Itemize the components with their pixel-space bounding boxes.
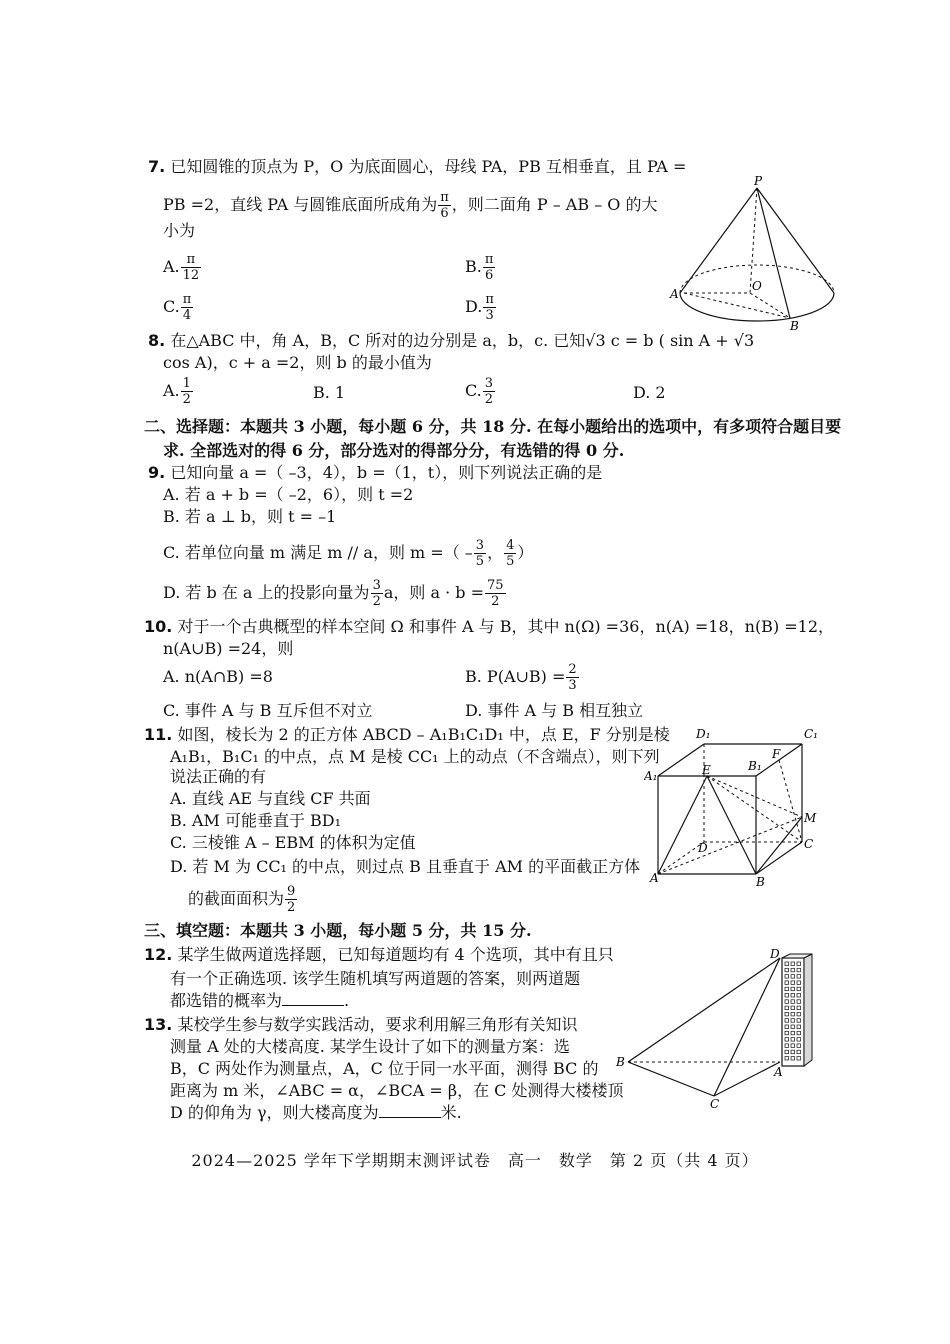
label-d1: D₁ bbox=[696, 727, 711, 741]
q12-number: 12. bbox=[144, 945, 173, 964]
q10-line2: n(A∪B) =24，则 bbox=[163, 639, 294, 658]
q13-line1 bbox=[144, 1014, 577, 1036]
line-ca bbox=[714, 1062, 780, 1096]
option-frac bbox=[181, 292, 194, 323]
label-p: P bbox=[754, 174, 763, 188]
q12-line1 bbox=[144, 944, 614, 966]
label-c1: C₁ bbox=[804, 727, 818, 741]
q8-line2: cos A)，c + a =2，则 b 的最小值为 bbox=[163, 353, 432, 372]
option-letter: C. bbox=[163, 297, 180, 316]
q8-option-d: D. 2 bbox=[633, 383, 666, 402]
option-frac bbox=[181, 252, 202, 283]
q7-angle-frac bbox=[438, 190, 451, 221]
edge-bc bbox=[756, 842, 802, 874]
line-bd bbox=[628, 958, 780, 1062]
frac-den: 5 bbox=[506, 554, 515, 569]
label-d: D bbox=[770, 947, 780, 961]
q11-line3: 说法正确的有 bbox=[170, 767, 267, 786]
frac-num: π bbox=[440, 190, 449, 205]
q8-number: 8. bbox=[148, 331, 166, 350]
q7-option-b bbox=[465, 252, 496, 283]
q12-line2: 有一个正确选项. 该学生随机填写两道题的答案，则两道题 bbox=[170, 969, 581, 988]
line-ae bbox=[658, 776, 707, 874]
section2-heading-line2: 求. 全部选对的得 6 分，部分选对的得部分分，有选错的得 0 分. bbox=[163, 441, 625, 460]
q12-answer-blank[interactable] bbox=[282, 991, 344, 1006]
frac-num: 2 bbox=[568, 662, 577, 677]
frac-den: 12 bbox=[182, 268, 200, 283]
label-a: A bbox=[670, 287, 679, 301]
option-frac bbox=[483, 292, 496, 323]
q13-line5 bbox=[170, 1102, 462, 1124]
q7-text2a: PB =2，直线 PA 与圆锥底面所成角为 bbox=[163, 195, 438, 214]
frac-den: 4 bbox=[182, 308, 192, 323]
label-b: B bbox=[790, 319, 799, 333]
line-eb bbox=[707, 776, 756, 874]
line-cd bbox=[714, 958, 780, 1096]
q7-number: 7. bbox=[148, 157, 166, 176]
label-b: B bbox=[756, 875, 765, 889]
q12-text3: 都选错的概率为 bbox=[170, 991, 283, 1010]
q11-number: 11. bbox=[144, 725, 173, 744]
frac bbox=[371, 578, 383, 609]
q10-number: 10. bbox=[144, 617, 173, 636]
line-em bbox=[707, 776, 802, 817]
frac bbox=[474, 538, 486, 569]
q8-option-b: B. 1 bbox=[313, 383, 346, 402]
option-letter: B. bbox=[465, 257, 482, 276]
q7-text1: 已知圆锥的顶点为 P，O 为底面圆心，母线 PA，PB 互相垂直，且 PA = bbox=[170, 157, 687, 176]
option-letter: A. bbox=[163, 257, 180, 276]
q9-stem bbox=[148, 462, 602, 484]
frac-den: 6 bbox=[484, 268, 494, 283]
building-figure bbox=[614, 944, 834, 1110]
q11-option-a: A. 直线 AE 与直线 CF 共面 bbox=[170, 789, 371, 808]
label-a: A bbox=[650, 871, 659, 885]
frac bbox=[504, 538, 516, 569]
q11-line1 bbox=[144, 724, 670, 746]
q9-option-c bbox=[163, 538, 533, 569]
q13-text5: D 的仰角为 γ，则大楼高度为 bbox=[170, 1103, 379, 1122]
q9-d-mid: a，则 a · b = bbox=[383, 583, 485, 602]
q9-c-post: ） bbox=[517, 543, 534, 562]
frac-num: 3 bbox=[475, 538, 485, 553]
frac-den: 2 bbox=[484, 392, 494, 407]
label-b1: B₁ bbox=[748, 759, 762, 773]
q9-d-pre: D. 若 b 在 a 上的投影向量为 bbox=[163, 583, 370, 602]
q13-line4: 距离为 m 米，∠ABC = α，∠BCA = β，在 C 处测得大楼楼顶 bbox=[170, 1081, 624, 1100]
frac-num: π bbox=[181, 252, 202, 268]
q8-option-c bbox=[465, 376, 496, 407]
q13-text5-end: 米. bbox=[440, 1103, 462, 1122]
q7-text2b: ，则二面角 P – AB – O 的大 bbox=[451, 195, 658, 214]
q13-number: 13. bbox=[144, 1015, 173, 1034]
q11-text1: 如图，棱长为 2 的正方体 ABCD – A₁B₁C₁D₁ 中，点 E，F 分别是棱 bbox=[177, 725, 670, 744]
frac-den: 2 bbox=[287, 900, 296, 915]
q13-line2: 测量 A 处的大楼高度. 某学生设计了如下的测量方案：选 bbox=[170, 1037, 570, 1056]
frac-num: π bbox=[182, 292, 192, 307]
q9-number: 9. bbox=[148, 463, 166, 482]
q13-text1: 某校学生参与数学实践活动，要求利用解三角形有关知识 bbox=[177, 1015, 578, 1034]
label-b: B bbox=[616, 1055, 625, 1069]
q10-option-c: C. 事件 A 与 B 互斥但不对立 bbox=[163, 701, 373, 720]
cone-generatrix-left bbox=[680, 188, 757, 293]
frac-den: 2 bbox=[182, 392, 191, 407]
q11-option-d: D. 若 M 为 CC₁ 的中点，则过点 B 且垂直于 AM 的平面截正方体 bbox=[170, 857, 641, 876]
q8-line1 bbox=[148, 330, 754, 352]
option-frac bbox=[181, 376, 193, 407]
frac-num: 4 bbox=[506, 538, 515, 553]
option-letter: C. bbox=[465, 381, 482, 400]
q12-text1: 某学生做两道选择题，已知每道题均有 4 个选项，其中有且只 bbox=[177, 945, 614, 964]
frac-num: π bbox=[485, 292, 494, 307]
label-e: E bbox=[702, 763, 711, 777]
label-m: M bbox=[804, 811, 817, 825]
q10-option-d: D. 事件 A 与 B 相互独立 bbox=[465, 701, 644, 720]
edge-a1d1 bbox=[658, 744, 704, 776]
label-a: A bbox=[774, 1065, 783, 1079]
frac-num: 3 bbox=[484, 376, 494, 391]
option-letter: D. bbox=[465, 297, 483, 316]
line-ec bbox=[707, 776, 802, 842]
line-ab bbox=[684, 293, 790, 318]
frac-den: 6 bbox=[440, 206, 449, 221]
frac-num: 9 bbox=[287, 884, 296, 899]
q10-option-b bbox=[465, 662, 580, 693]
q8-option-a bbox=[163, 376, 194, 407]
line-po bbox=[750, 188, 757, 293]
cone-figure bbox=[668, 172, 838, 337]
q8-text1: 在△ABC 中，角 A，B，C 所对的边分别是 a，b，c. 已知√3 c = b ( sin A + √3 bbox=[170, 331, 755, 350]
line-am bbox=[658, 817, 802, 874]
q7-option-d bbox=[465, 292, 497, 323]
cone-generatrix-right bbox=[757, 188, 834, 293]
frac-den: 3 bbox=[568, 678, 577, 693]
q9-option-a: A. 若 a + b =（ –2，6），则 t =2 bbox=[163, 485, 414, 504]
q10-text1: 对于一个古典概型的样本空间 Ω 和事件 A 与 B，其中 n(Ω) =36，n(A) =18，n(B) =12， bbox=[177, 617, 835, 636]
line-bm bbox=[756, 817, 802, 874]
section2-heading-line1: 二、选择题：本题共 3 小题，每小题 6 分，共 18 分. 在每小题给出的选项中，有多项符合题目要 bbox=[144, 417, 842, 436]
frac-den: 3 bbox=[485, 308, 494, 323]
q7-option-a bbox=[163, 252, 202, 283]
label-a1: A₁ bbox=[644, 769, 658, 783]
q12-text3-end: . bbox=[344, 991, 350, 1010]
q7-option-c bbox=[163, 292, 194, 323]
line-fc bbox=[779, 760, 802, 842]
q13-line3: B，C 两处作为测量点，A，C 位于同一水平面，测得 BC 的 bbox=[170, 1059, 599, 1078]
page-footer: 2024—2025 学年下学期期末测评试卷 高一 数学 第 2 页（共 4 页） bbox=[191, 1151, 759, 1170]
frac-den: 5 bbox=[475, 554, 485, 569]
frac bbox=[566, 662, 578, 693]
q10-option-a: A. n(A∩B) =8 bbox=[163, 667, 273, 686]
section3-heading: 三、填空题：本题共 3 小题，每小题 5 分，共 15 分. bbox=[144, 921, 532, 940]
frac-num: 75 bbox=[487, 578, 504, 593]
cube-figure bbox=[644, 724, 824, 892]
q13-answer-blank[interactable] bbox=[379, 1103, 441, 1118]
q11-option-d-line2 bbox=[188, 884, 298, 915]
q7-line3: 小为 bbox=[163, 221, 196, 240]
label-f: F bbox=[772, 747, 781, 761]
option-frac bbox=[483, 252, 496, 283]
q11-line2: A₁B₁，B₁C₁ 的中点，点 M 是棱 CC₁ 上的动点（不含端点），则下列 bbox=[170, 747, 660, 766]
q9-text: 已知向量 a =（ –3，4），b =（1，t），则下列说法正确的是 bbox=[170, 463, 603, 482]
q9-c-mid: ， bbox=[487, 543, 504, 562]
q11-d2-pre: 的截面面积为 bbox=[188, 889, 285, 908]
q11-option-c: C. 三棱锥 A – EBM 的体积为定值 bbox=[170, 833, 416, 852]
frac bbox=[285, 884, 297, 915]
frac-den: 2 bbox=[372, 594, 381, 609]
q11-option-b: B. AM 可能垂直于 BD₁ bbox=[170, 811, 342, 830]
q9-option-b: B. 若 a ⊥ b，则 t = –1 bbox=[163, 507, 337, 526]
label-c: C bbox=[710, 1097, 720, 1110]
frac-num: 3 bbox=[372, 578, 381, 593]
label-o: O bbox=[752, 279, 762, 293]
label-d: D bbox=[698, 841, 708, 855]
option-frac bbox=[483, 376, 495, 407]
line-pb bbox=[757, 188, 790, 318]
option-letter: A. bbox=[163, 381, 180, 400]
building-front bbox=[782, 958, 804, 1066]
q7-line1 bbox=[148, 156, 686, 178]
line-bc bbox=[628, 1062, 714, 1096]
q7-line2 bbox=[163, 190, 658, 221]
label-c: C bbox=[804, 837, 814, 851]
frac-num: π bbox=[484, 252, 494, 267]
q12-line3 bbox=[170, 990, 349, 1012]
q9-option-d bbox=[163, 578, 507, 609]
frac bbox=[485, 578, 506, 609]
q10-line1 bbox=[144, 616, 834, 638]
q9-c-pre: C. 若单位向量 m 满足 m // a，则 m =（ – bbox=[163, 543, 473, 562]
q10-b-pre: B. P(A∪B) = bbox=[465, 667, 566, 686]
frac-den: 2 bbox=[491, 594, 500, 609]
building-side bbox=[804, 954, 812, 1066]
frac-num: 1 bbox=[182, 376, 191, 391]
